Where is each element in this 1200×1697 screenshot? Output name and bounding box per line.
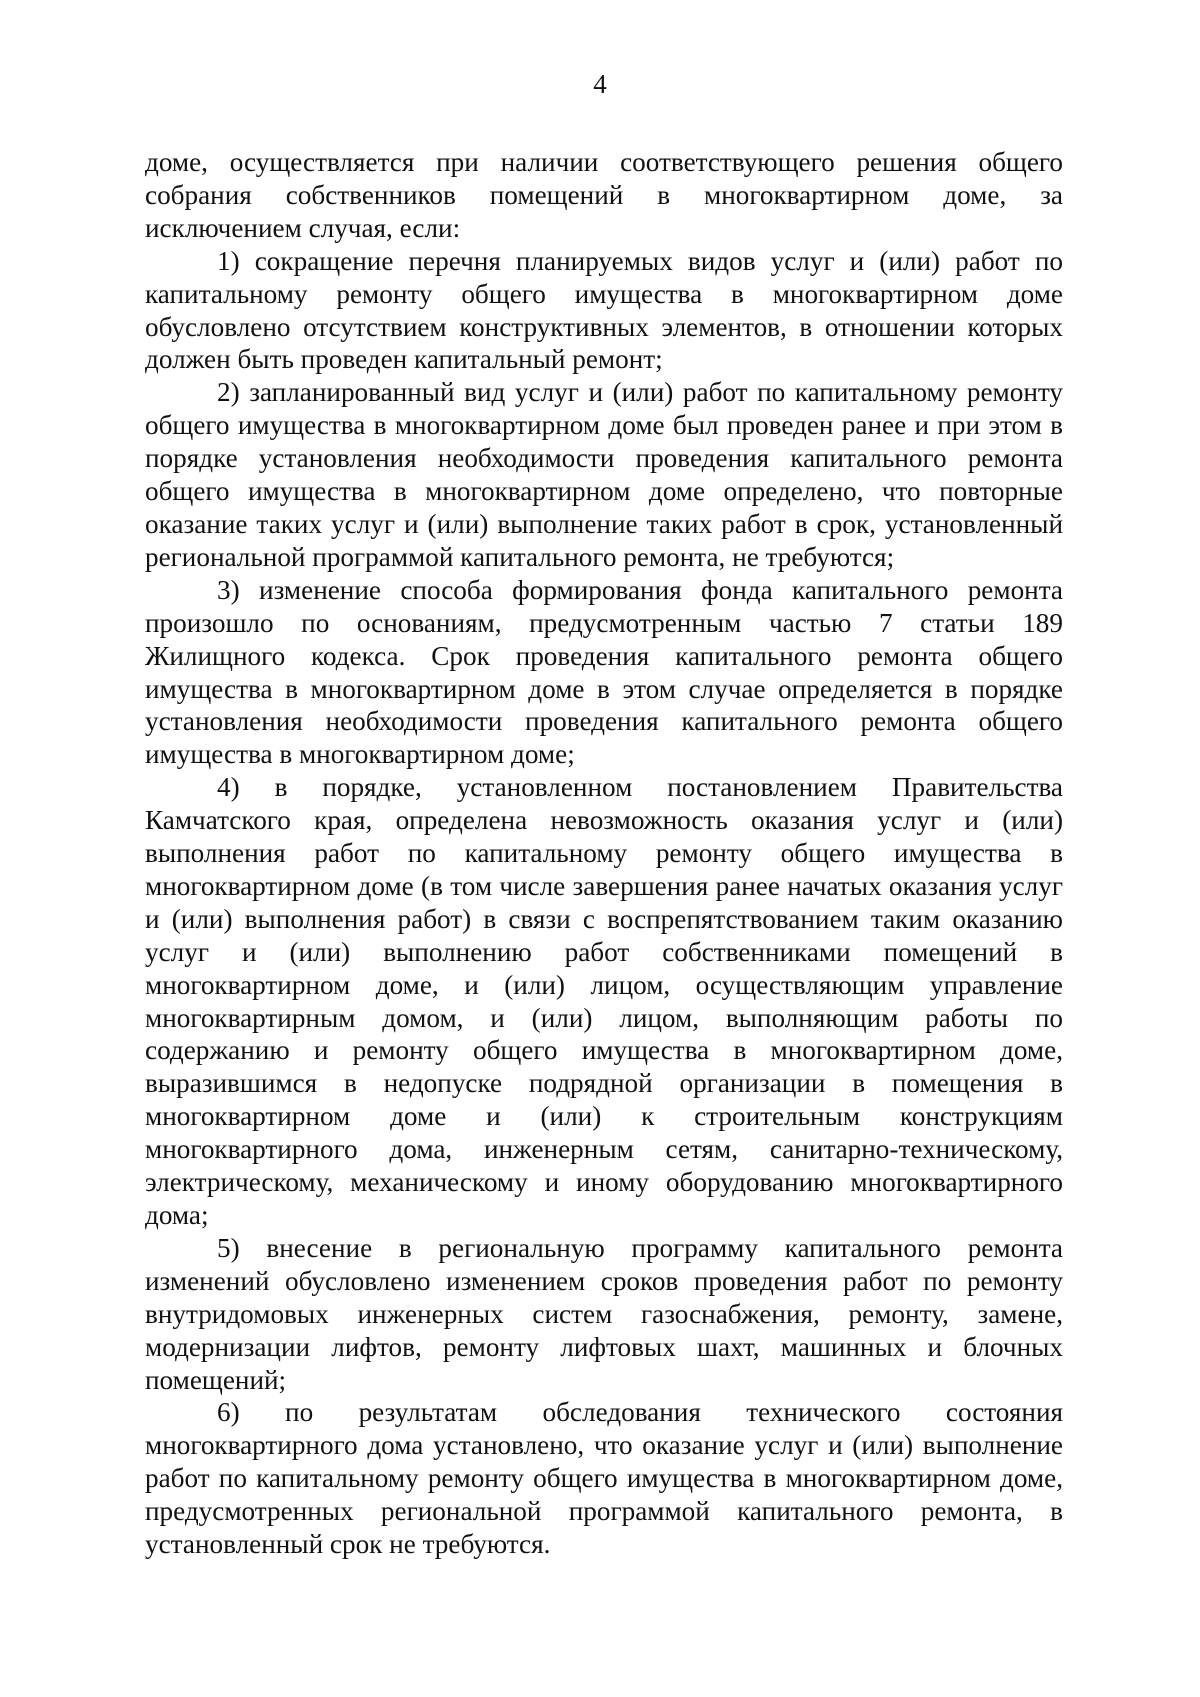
list-item-6: 6) по результатам обследования технического состояния многоквартирного дома установлено, что оказание услуг и (или) выполнение работ по капитальному ремонту общего имущества в многоквартирном доме, предусмотренных региональной программой капитального ремонта, в установленный срок не требуются. [145, 1397, 1063, 1560]
list-item-2: 2) запланированный вид услуг и (или) работ по капитальному ремонту общего имущества в многоквартирном доме был проведен ранее и при этом в порядке установления необходимости проведения капитального ремонта общего имущества в многоквартирном доме определено, что повторные оказание таких услуг и (или) выполнение таких работ в срок, установленный региональной программой капитального ремонта, не требуются; [145, 377, 1063, 572]
list-item-1: 1) сокращение перечня планируемых видов услуг и (или) работ по капитальному ремонту общего имущества в многоквартирном доме обусловлено отсутствием конструктивных элементов, в отношении которых должен быть проведен капитальный ремонт; [145, 245, 1063, 375]
list-item-5: 5) внесение в региональную программу капитального ремонта изменений обусловлено изменением сроков проведения работ по ремонту внутридомовых инженерных систем газоснабжения, ремонту, замене, модернизации лифтов, ремонту лифтовых шахт, машинных и блочных помещений; [145, 1232, 1063, 1395]
paragraph-continuation: доме, осуществляется при наличии соответствующего решения общего собрания собственников помещений в многоквартирном доме, за исключением случая, если: [145, 147, 1063, 243]
list-item-3: 3) изменение способа формирования фонда капитального ремонта произошло по основаниям, предусмотренным частью 7 статьи 189 Жилищного кодекса. Срок проведения капитального ремонта общего имущества в многоквартирном доме в этом случае определяется в порядке установления необходимости проведения капитального ремонта общего имущества в многоквартирном доме; [145, 574, 1063, 770]
page-number: 4 [593, 69, 607, 99]
list-item-4: 4) в порядке, установленном постановлением Правительства Камчатского края, определена невозможность оказания услуг и (или) выполнения работ по капитальному ремонту общего имущества в многоквартирном доме (в том числе завершения ранее начатых оказания услуг и (или) выполнения работ) в связи с воспрепятствованием таким оказанию услуг и (или) выполнению работ собственниками помещений в многоквартирном доме, и (или) лицом, осуществляющим управление многоквартирным домом, и (или) лицом, выполняющим работы по содержанию и ремонту общего имущества в многоквартирном доме, выразившимся в недопуске подрядной организации в помещения в многоквартирном доме и (или) к строительным конструкциям многоквартирного дома, инженерным сетям, санитарно-техническому, электрическому, механическому и иному оборудованию многоквартирного дома; [145, 772, 1063, 1230]
document-body [145, 146, 1063, 1561]
